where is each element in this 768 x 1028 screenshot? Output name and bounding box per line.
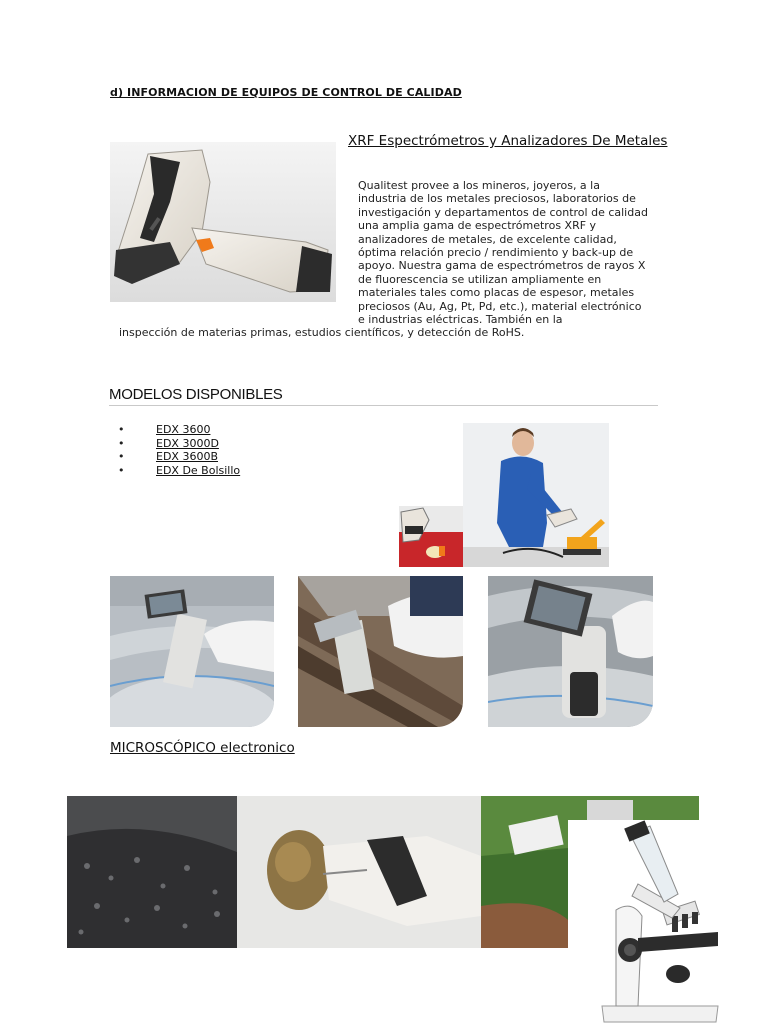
model-link-edx-3000d[interactable]: EDX 3000D	[156, 436, 219, 450]
models-heading: MODELOS DISPONIBLES	[109, 386, 283, 403]
xrf-description-cont: inspección de materias primas, estudios científicos, y detección de RoHS.	[119, 326, 525, 339]
worker-photo	[463, 423, 609, 567]
list-item	[118, 464, 240, 478]
model-link-edx-3600[interactable]: EDX 3600	[156, 423, 211, 436]
section-heading: d) INFORMACION DE EQUIPOS DE CONTROL DE CALIDAD	[110, 86, 462, 99]
list-item	[118, 437, 240, 451]
list-item	[118, 450, 240, 464]
divider	[109, 405, 658, 406]
models-list	[118, 423, 240, 477]
xrf-description: Qualitest provee a los mineros, joyeros, a la industria de los metales preciosos, laboratorios de investigación y departamentos de control de calidad una amplia gama de espectrómetros XRF y analizadores de metales, de excelente calidad, óptima relación precio / rendimiento y back-up de apoyo. Nuestra gama de espectrómetros de rayos X de fluorescencia se utilizan ampliamente en materiales tales como placas de espesor, metales preciosos (Au, Ag, Pt, Pd, etc.), material electrónico e industrias eléctricas. También en la	[358, 179, 648, 327]
xrf-title: XRF Espectrómetros y Analizadores De Metales	[348, 133, 668, 149]
microscope-image	[568, 820, 728, 1024]
model-link-edx-bolsillo[interactable]: EDX De Bolsillo	[156, 463, 241, 477]
xrf-analyzer-image	[110, 142, 336, 302]
pipe-inspection-photo-2	[298, 576, 463, 727]
analyzer-red-inset	[399, 506, 463, 567]
list-item	[118, 423, 240, 437]
microscope-heading: MICROSCÓPICO electronico	[110, 740, 295, 756]
pipe-inspection-photo-1	[110, 576, 274, 727]
pipe-inspection-photo-3	[488, 576, 653, 727]
model-link-edx-3600b[interactable]: EDX 3600B	[156, 450, 218, 463]
